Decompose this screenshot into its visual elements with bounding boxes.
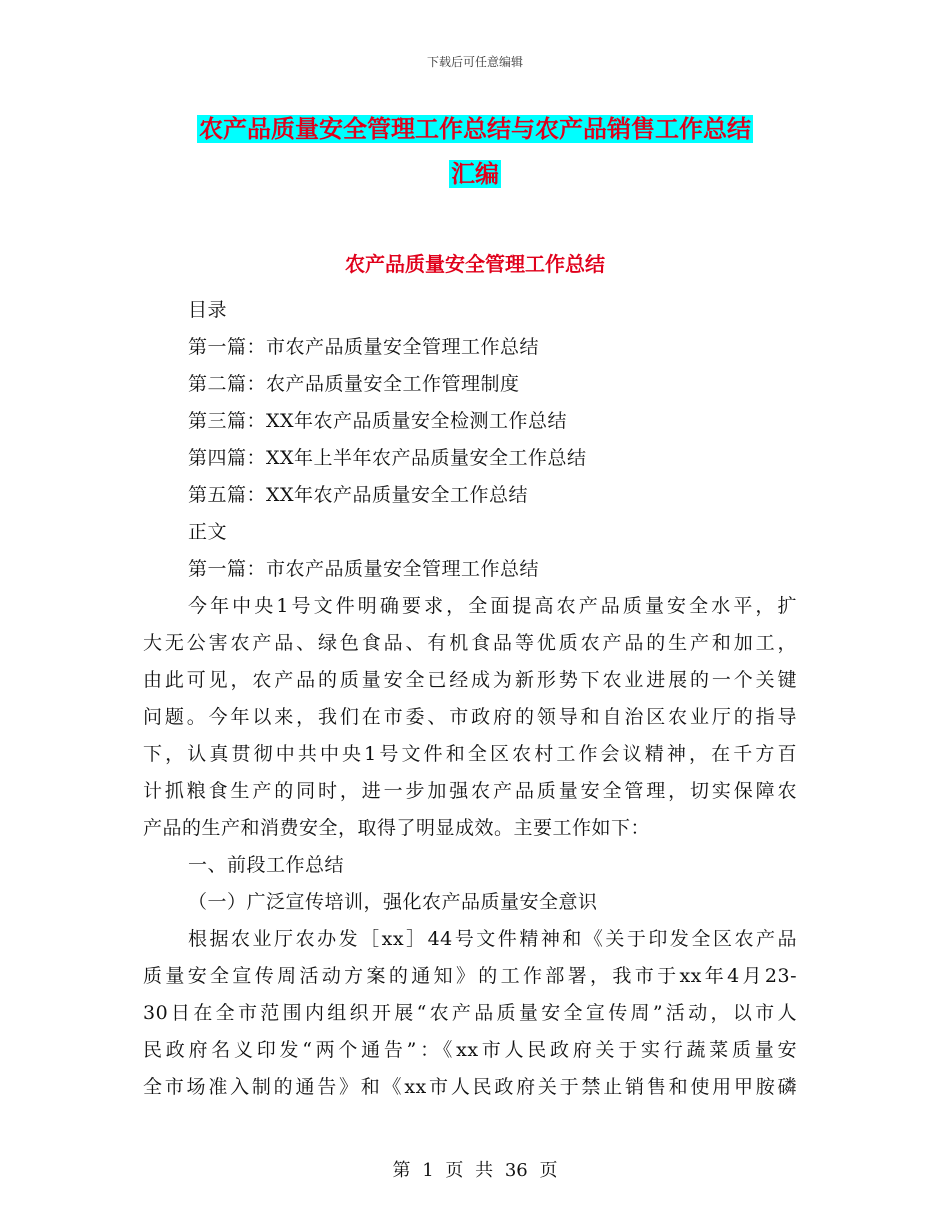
toc-item: 第五篇：XX年农产品质量安全工作总结: [188, 484, 529, 506]
page-footer: 第 1 页 共 36 页: [392, 1160, 558, 1181]
paragraph-line: 今年中央1号文件明确要求，全面提高农产品质量安全水平，扩: [188, 595, 797, 617]
paragraph-line: 下，认真贯彻中共中央1号文件和全区农村工作会议精神，在千方百: [143, 743, 797, 765]
paragraph-line: 根据农业厅农办发［xx］44号文件精神和《关于印发全区农产品: [188, 928, 797, 950]
paragraph-line: 产品的生产和消费安全，取得了明显成效。主要工作如下：: [143, 817, 651, 839]
section-subtitle: 农产品质量安全管理工作总结: [345, 252, 605, 276]
toc-item: 第一篇：市农产品质量安全管理工作总结: [188, 336, 540, 358]
paragraph-line: 全市场准入制的通告》和《xx市人民政府关于禁止销售和使用甲胺磷: [143, 1076, 797, 1098]
toc-item: 第三篇：XX年农产品质量安全检测工作总结: [188, 410, 568, 432]
paragraph-line: 质量安全宣传周活动方案的通知》的工作部署，我市于xx年4月23-: [143, 965, 797, 987]
paragraph-line: 计抓粮食生产的同时，进一步加强农产品质量安全管理，切实保障农: [143, 780, 797, 802]
paragraph-line: 问题。今年以来，我们在市委、市政府的领导和自治区农业厅的指导: [143, 706, 797, 728]
header-note: 下载后可任意编辑: [426, 55, 523, 69]
paragraph-line: 30日在全市范围内组织开展“农产品质量安全宣传周”活动，以市人: [143, 1002, 797, 1024]
heading-level-2: （一）广泛宣传培训，强化农产品质量安全意识: [188, 891, 598, 913]
document-title-line-1: 农产品质量安全管理工作总结与农产品销售工作总结: [199, 115, 751, 143]
toc-item: 第四篇：XX年上半年农产品质量安全工作总结: [188, 447, 587, 469]
body-heading: 正文: [188, 521, 228, 543]
document-title-line-2: 汇编: [451, 160, 499, 188]
paragraph-line: 民政府名义印发“两个通告”：《xx市人民政府关于实行蔬菜质量安: [143, 1039, 797, 1061]
section-title: 第一篇：市农产品质量安全管理工作总结: [188, 558, 540, 580]
toc-heading: 目录: [188, 299, 228, 321]
paragraph-line: 由此可见，农产品的质量安全已经成为新形势下农业进展的一个关键: [143, 669, 797, 691]
toc-item: 第二篇：农产品质量安全工作管理制度: [188, 373, 520, 395]
heading-level-1: 一、前段工作总结: [188, 854, 345, 876]
paragraph-line: 大无公害农产品、绿色食品、有机食品等优质农产品的生产和加工，: [143, 632, 797, 654]
